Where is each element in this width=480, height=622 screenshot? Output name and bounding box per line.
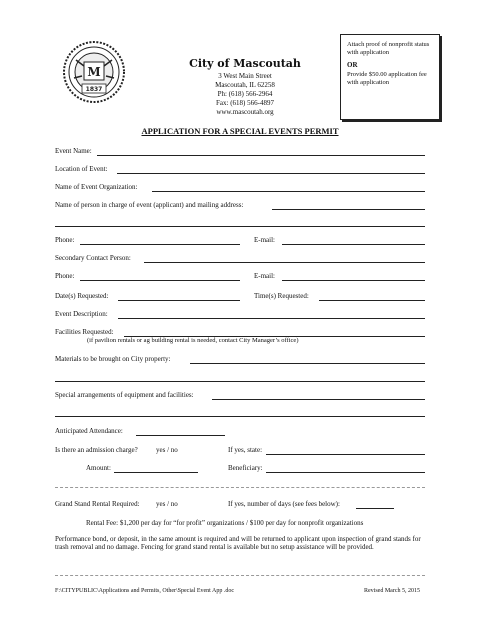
email-field[interactable] [282, 244, 425, 245]
address-line: Ph: (618) 566-2964 [217, 90, 273, 98]
amount-field[interactable] [114, 472, 198, 473]
if-yes-state-field[interactable] [266, 454, 425, 455]
form-title: APPLICATION FOR A SPECIAL EVENTS PERMIT [141, 126, 339, 136]
event-description-field[interactable] [118, 318, 425, 319]
footer-revised: Revised March 5, 2015 [364, 588, 420, 594]
person-in-charge-field[interactable] [272, 209, 425, 210]
special-arrangements-field[interactable] [212, 399, 425, 400]
location-field[interactable] [117, 173, 425, 174]
dates-requested-label: Date(s) Requested: [55, 292, 109, 300]
person-in-charge-label: Name of person in charge of event (applicant) and mailing address: [55, 201, 244, 209]
days-label: If yes, number of days (see fees below): [228, 500, 340, 508]
beneficiary-label: Beneficiary: [228, 464, 263, 472]
address-line: www.mascoutah.org [216, 108, 274, 116]
times-requested-field[interactable] [319, 300, 425, 301]
special-arrangements-field-continued[interactable] [55, 416, 425, 417]
nonprofit-notice-box [340, 34, 440, 120]
email-label: E-mail: [254, 236, 275, 244]
secondary-contact-field[interactable] [144, 262, 425, 263]
organization-field[interactable] [152, 191, 425, 192]
email2-field[interactable] [282, 280, 425, 281]
materials-field-continued[interactable] [55, 381, 425, 382]
location-label: Location of Event: [55, 165, 108, 173]
city-seal-icon [62, 40, 126, 104]
event-description-label: Event Description: [55, 310, 108, 318]
notice-or: OR [347, 61, 358, 69]
address-line: Mascoutah, IL 62258 [215, 81, 275, 89]
times-requested-label: Time(s) Requested: [254, 292, 309, 300]
seal-year: 1837 [85, 86, 103, 93]
beneficiary-field[interactable] [266, 472, 425, 473]
footer-path: F:\CITYPUBLIC\Applications and Permits, Other\Special Event App .doc [55, 588, 234, 594]
materials-field[interactable] [190, 363, 425, 364]
organization-label: Name of Event Organization: [55, 183, 138, 191]
notice-line-1: Attach proof of nonprofit status with application [347, 41, 430, 56]
event-name-label: Event Name: [55, 147, 92, 155]
facilities-requested-label: Facilities Requested: [55, 328, 114, 336]
admission-charge-label: Is there an admission charge? [55, 446, 138, 454]
notice-line-2: Provide $50.00 application fee with application [347, 71, 427, 86]
address-line: Fax: (618) 566-4897 [216, 99, 274, 107]
facilities-note: (if pavilion rentals or ag building rental is needed, contact City Manager’s office) [87, 337, 299, 344]
phone-field[interactable] [80, 244, 240, 245]
divider [55, 487, 425, 488]
attendance-field[interactable] [136, 435, 225, 436]
attendance-label: Anticipated Attendance: [55, 427, 123, 435]
materials-label: Materials to be brought on City property: [55, 355, 171, 363]
seal-monogram: M [87, 65, 101, 79]
secondary-contact-label: Secondary Contact Person: [55, 254, 131, 262]
address-line: 3 West Main Street [218, 72, 272, 80]
special-arrangements-label: Special arrangements of equipment and facilities: [55, 391, 194, 399]
event-name-field[interactable] [97, 155, 425, 156]
days-field[interactable] [356, 508, 394, 509]
bond-paragraph: Performance bond, or deposit, in the same amount is required and will be returned to applicant upon inspection of grand stands for trash removal and no damage. Fencing for grand stand rental is available but no setup assistance will be provided. [55, 535, 421, 551]
admission-yes-no[interactable]: yes / no [156, 446, 178, 454]
city-name: City of Mascoutah [189, 57, 301, 70]
phone2-field[interactable] [80, 280, 240, 281]
divider [55, 575, 425, 576]
mailing-address-field[interactable] [55, 226, 425, 227]
grand-stand-label: Grand Stand Rental Required: [55, 500, 140, 508]
phone-label: Phone: [55, 236, 75, 244]
grand-stand-yes-no[interactable]: yes / no [156, 500, 178, 508]
if-yes-state-label: If yes, state: [228, 446, 263, 454]
dates-requested-field[interactable] [118, 300, 240, 301]
phone2-label: Phone: [55, 272, 75, 280]
rental-fee-text: Rental Fee: $1,200 per day for “for profit” organizations / $100 per day for nonprofit organizations [86, 519, 364, 527]
amount-label: Amount: [86, 464, 111, 472]
email2-label: E-mail: [254, 272, 275, 280]
